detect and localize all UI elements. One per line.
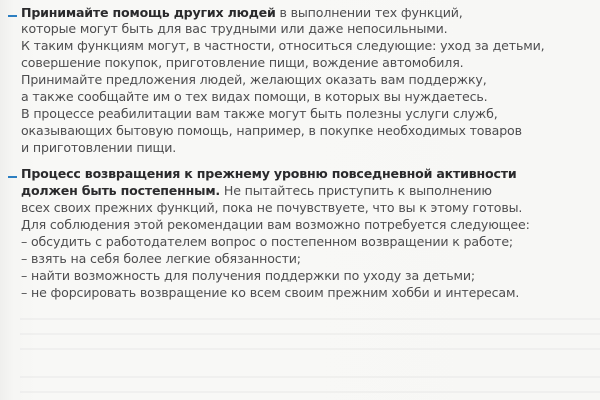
- list-item: – найти возможность для получения поддержки по уходу за детьми;: [21, 268, 475, 283]
- paragraph-line: которые могут быть для вас трудными или даже непосильными.: [21, 21, 448, 36]
- bold-heading: Процесс возвращения к прежнему уровню повседневной активности: [21, 166, 517, 181]
- bleed-through-line: [20, 333, 600, 335]
- paragraph-line: совершение покупок, приготовление пищи, вождение автомобиля.: [21, 55, 464, 70]
- paragraph-lead-line: [21, 183, 492, 198]
- dash-bullet-icon: [8, 15, 17, 17]
- lead-text: Не пытайтесь приступить к выполнению: [220, 183, 492, 198]
- paragraph-lead-line: [21, 5, 463, 20]
- list-item: – взять на себя более легкие обязанности;: [21, 251, 301, 266]
- paragraph-line: и приготовлении пищи.: [21, 140, 177, 155]
- paragraph-line: всех своих прежних функций, пока не почувствуете, что вы к этому готовы.: [21, 200, 523, 215]
- bleed-through-line: [20, 348, 600, 350]
- paragraph-line: К таким функциям могут, в частности, относиться следующие: уход за детьми,: [21, 38, 545, 53]
- dash-bullet-icon: [8, 176, 17, 178]
- paragraph-line: оказывающих бытовую помощь, например, в покупке необходимых товаров: [21, 123, 522, 138]
- paragraph-line: Для соблюдения этой рекомендации вам возможно потребуется следующее:: [21, 217, 530, 232]
- list-item: – не форсировать возвращение ко всем своим прежним хобби и интересам.: [21, 285, 520, 300]
- bleed-through-line: [20, 318, 600, 320]
- lead-text: в выполнении тех функций,: [275, 5, 463, 20]
- paragraph-line: В процессе реабилитации вам также могут быть полезны услуги служб,: [21, 106, 498, 121]
- paragraph-line: а также сообщайте им о тех видах помощи, в которых вы нуждаетесь.: [21, 89, 488, 104]
- bleed-through-line: [20, 391, 600, 393]
- list-item: – обсудить с работодателем вопрос о постепенном возвращении к работе;: [21, 234, 514, 249]
- bold-heading-continuation: должен быть постепенным.: [21, 183, 221, 198]
- bold-heading: Принимайте помощь других людей: [21, 5, 276, 20]
- bleed-through-line: [20, 376, 600, 378]
- paragraph-line: Принимайте предложения людей, желающих оказать вам поддержку,: [21, 72, 487, 87]
